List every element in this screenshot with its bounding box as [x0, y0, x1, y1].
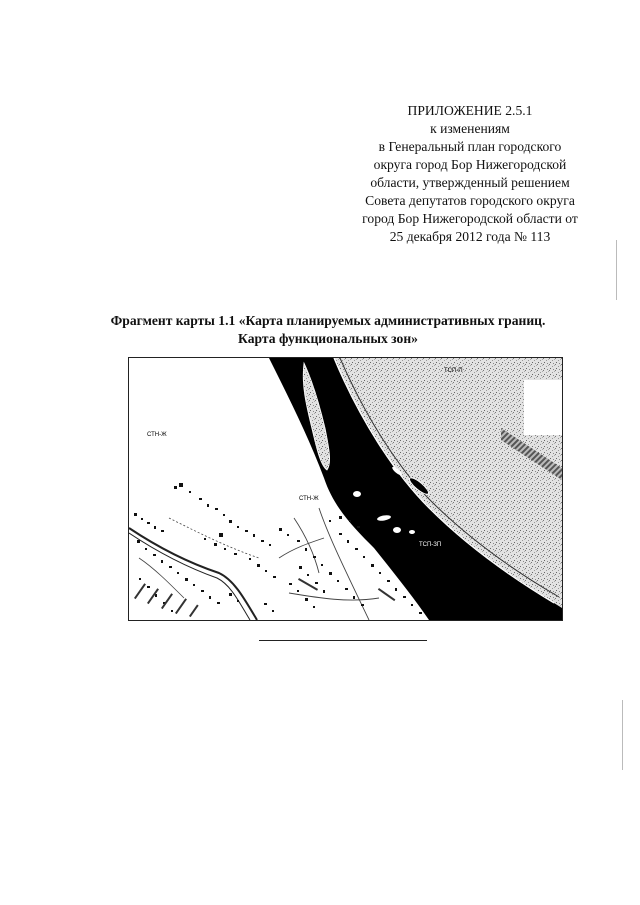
white-block: [524, 380, 562, 435]
appendix-line-6: Совета депутатов городского округа: [365, 193, 575, 208]
street: [139, 558, 184, 598]
street: [294, 518, 319, 573]
zone-label-top-right: ТСП-П: [444, 368, 463, 374]
appendix-line-7: город Бор Нижегородской области от: [362, 211, 578, 226]
appendix-line-2: к изменениям: [430, 121, 510, 136]
map-fragment: [128, 357, 563, 621]
zone-label-river: ТСП-ЗП: [419, 542, 442, 548]
map-title-line-1: Фрагмент карты 1.1 «Карта планируемых административных границ.: [110, 313, 546, 328]
appendix-line-3: в Генеральный план городского: [378, 139, 562, 154]
street: [289, 593, 379, 600]
small-island: [353, 491, 361, 497]
small-island: [393, 527, 401, 533]
appendix-line-5: области, утвержденный решением: [370, 175, 570, 190]
appendix-line-1: ПРИЛОЖЕНИЕ 2.5.1: [407, 103, 533, 118]
street-labels: [134, 578, 395, 617]
bottom-rule: [259, 640, 427, 641]
appendix-line-8: 25 декабря 2012 года № 113: [389, 229, 551, 244]
street: [169, 518, 259, 558]
map-svg: [129, 358, 562, 620]
zone-label-center: СТН-Ж: [299, 496, 319, 502]
main-road: [129, 528, 257, 620]
appendix-header: [335, 102, 605, 246]
scan-edge-mark: [622, 700, 623, 770]
map-title: [60, 312, 596, 348]
zone-label-left: СТН-Ж: [147, 432, 167, 438]
small-island: [409, 530, 415, 534]
street: [279, 538, 324, 558]
appendix-line-4: округа город Бор Нижегородской: [373, 157, 567, 172]
map-title-line-2: Карта функциональных зон»: [238, 331, 418, 346]
scan-edge-mark: [616, 240, 617, 300]
main-road: [129, 533, 250, 620]
